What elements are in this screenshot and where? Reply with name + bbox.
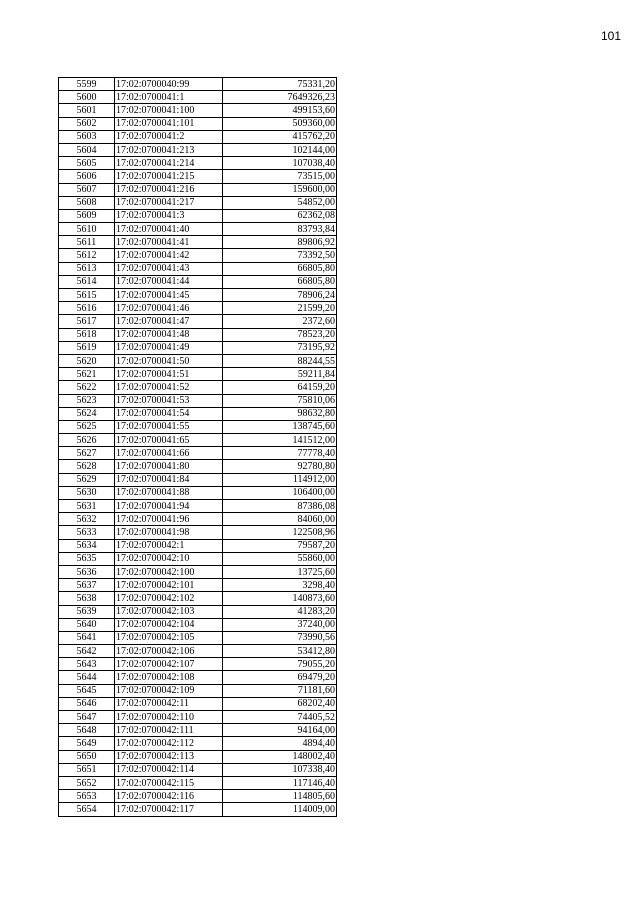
- value-cell: 41283,20: [223, 605, 337, 618]
- table-row: [59, 130, 337, 143]
- row-number-cell: 5609: [59, 209, 115, 222]
- cadastral-number-cell: 17:02:0700041:217: [115, 196, 223, 209]
- value-cell: 509360,00: [223, 117, 337, 130]
- row-number-cell: 5606: [59, 170, 115, 183]
- table-row: [59, 354, 337, 367]
- row-number-cell: 5615: [59, 289, 115, 302]
- cadastral-number-cell: 17:02:0700041:96: [115, 513, 223, 526]
- row-number-cell: 5647: [59, 711, 115, 724]
- value-cell: 78906,24: [223, 289, 337, 302]
- cadastral-number-cell: 17:02:0700042:106: [115, 645, 223, 658]
- value-cell: 117146,40: [223, 776, 337, 789]
- value-cell: 68202,40: [223, 697, 337, 710]
- cadastral-number-cell: 17:02:0700041:214: [115, 157, 223, 170]
- value-cell: 83793,84: [223, 223, 337, 236]
- cadastral-number-cell: 17:02:0700041:52: [115, 381, 223, 394]
- cadastral-number-cell: 17:02:0700042:117: [115, 803, 223, 816]
- row-number-cell: 5649: [59, 737, 115, 750]
- value-cell: 64159,20: [223, 381, 337, 394]
- table-row: [59, 275, 337, 288]
- row-number-cell: 5611: [59, 236, 115, 249]
- table-row: [59, 420, 337, 433]
- table-row: [59, 711, 337, 724]
- table-row: [59, 209, 337, 222]
- table-row: [59, 790, 337, 803]
- cadastral-number-cell: 17:02:0700042:10: [115, 552, 223, 565]
- table-row: [59, 763, 337, 776]
- table-row: [59, 289, 337, 302]
- row-number-cell: 5605: [59, 157, 115, 170]
- table-row: [59, 750, 337, 763]
- row-number-cell: 5629: [59, 473, 115, 486]
- table-row: [59, 539, 337, 552]
- table-row: [59, 473, 337, 486]
- table-row: [59, 605, 337, 618]
- value-cell: 75810,06: [223, 394, 337, 407]
- row-number-cell: 5654: [59, 803, 115, 816]
- row-number-cell: 5618: [59, 328, 115, 341]
- table-row: [59, 526, 337, 539]
- table-row: [59, 737, 337, 750]
- table-row: [59, 315, 337, 328]
- cadastral-number-cell: 17:02:0700041:46: [115, 302, 223, 315]
- value-cell: 114009,00: [223, 803, 337, 816]
- value-cell: 98632,80: [223, 407, 337, 420]
- value-cell: 13725,60: [223, 565, 337, 578]
- value-cell: 114805,60: [223, 790, 337, 803]
- cadastral-number-cell: 17:02:0700041:100: [115, 104, 223, 117]
- row-number-cell: 5650: [59, 750, 115, 763]
- cadastral-number-cell: 17:02:0700042:114: [115, 763, 223, 776]
- value-cell: 107038,40: [223, 157, 337, 170]
- row-number-cell: 5604: [59, 143, 115, 156]
- cadastral-number-cell: 17:02:0700041:1: [115, 91, 223, 104]
- value-cell: 66805,80: [223, 262, 337, 275]
- table-row: [59, 183, 337, 196]
- row-number-cell: 5653: [59, 790, 115, 803]
- value-cell: 69479,20: [223, 671, 337, 684]
- cadastral-number-cell: 17:02:0700041:215: [115, 170, 223, 183]
- value-cell: 37240,00: [223, 618, 337, 631]
- cadastral-number-cell: 17:02:0700042:105: [115, 631, 223, 644]
- table-row: [59, 658, 337, 671]
- cadastral-number-cell: 17:02:0700042:111: [115, 724, 223, 737]
- row-number-cell: 5620: [59, 354, 115, 367]
- row-number-cell: 5600: [59, 91, 115, 104]
- row-number-cell: 5643: [59, 658, 115, 671]
- row-number-cell: 5632: [59, 513, 115, 526]
- table-row: [59, 552, 337, 565]
- value-cell: 159600,00: [223, 183, 337, 196]
- value-cell: 55860,00: [223, 552, 337, 565]
- row-number-cell: 5623: [59, 394, 115, 407]
- cadastral-number-cell: 17:02:0700042:100: [115, 565, 223, 578]
- row-number-cell: 5633: [59, 526, 115, 539]
- cadastral-number-cell: 17:02:0700042:11: [115, 697, 223, 710]
- cadastral-number-cell: 17:02:0700041:65: [115, 434, 223, 447]
- value-cell: 138745,60: [223, 420, 337, 433]
- value-cell: 79055,20: [223, 658, 337, 671]
- cadastral-number-cell: 17:02:0700042:102: [115, 592, 223, 605]
- row-number-cell: 5624: [59, 407, 115, 420]
- row-number-cell: 5630: [59, 486, 115, 499]
- cadastral-number-cell: 17:02:0700041:66: [115, 447, 223, 460]
- value-cell: 148002,40: [223, 750, 337, 763]
- cadastral-number-cell: 17:02:0700041:45: [115, 289, 223, 302]
- row-number-cell: 5636: [59, 565, 115, 578]
- value-cell: 3298,40: [223, 579, 337, 592]
- value-cell: 92780,80: [223, 460, 337, 473]
- table-row: [59, 262, 337, 275]
- value-cell: 4894,40: [223, 737, 337, 750]
- cadastral-number-cell: 17:02:0700041:213: [115, 143, 223, 156]
- cadastral-number-cell: 17:02:0700041:216: [115, 183, 223, 196]
- row-number-cell: 5651: [59, 763, 115, 776]
- table-row: [59, 803, 337, 816]
- cadastral-number-cell: 17:02:0700042:112: [115, 737, 223, 750]
- value-cell: 59211,84: [223, 368, 337, 381]
- table-row: [59, 500, 337, 513]
- row-number-cell: 5616: [59, 302, 115, 315]
- row-number-cell: 5599: [59, 78, 115, 91]
- table-row: [59, 776, 337, 789]
- table-row: [59, 302, 337, 315]
- table-row: [59, 78, 337, 91]
- value-cell: 53412,80: [223, 645, 337, 658]
- table-row: [59, 341, 337, 354]
- table-row: [59, 236, 337, 249]
- row-number-cell: 5613: [59, 262, 115, 275]
- cadastral-number-cell: 17:02:0700042:110: [115, 711, 223, 724]
- value-cell: 7649326,23: [223, 91, 337, 104]
- row-number-cell: 5628: [59, 460, 115, 473]
- value-cell: 73515,00: [223, 170, 337, 183]
- cadastral-number-cell: 17:02:0700041:98: [115, 526, 223, 539]
- cadastral-number-cell: 17:02:0700041:53: [115, 394, 223, 407]
- row-number-cell: 5610: [59, 223, 115, 236]
- table-row: [59, 565, 337, 578]
- cadastral-number-cell: 17:02:0700041:94: [115, 500, 223, 513]
- table-row: [59, 157, 337, 170]
- value-cell: 2372,60: [223, 315, 337, 328]
- table-row: [59, 249, 337, 262]
- row-number-cell: 5602: [59, 117, 115, 130]
- row-number-cell: 5648: [59, 724, 115, 737]
- row-number-cell: 5608: [59, 196, 115, 209]
- value-cell: 122508,96: [223, 526, 337, 539]
- table-row: [59, 407, 337, 420]
- value-cell: 106400,00: [223, 486, 337, 499]
- page-number: 101: [600, 29, 621, 43]
- table-row: [59, 143, 337, 156]
- table-row: [59, 486, 337, 499]
- table-row: [59, 460, 337, 473]
- value-cell: 89806,92: [223, 236, 337, 249]
- value-cell: 84060,00: [223, 513, 337, 526]
- table-row: [59, 104, 337, 117]
- row-number-cell: 5652: [59, 776, 115, 789]
- cadastral-number-cell: 17:02:0700041:47: [115, 315, 223, 328]
- table-row: [59, 196, 337, 209]
- row-number-cell: 5638: [59, 592, 115, 605]
- cadastral-number-cell: 17:02:0700041:88: [115, 486, 223, 499]
- table-row: [59, 117, 337, 130]
- row-number-cell: 5622: [59, 381, 115, 394]
- value-cell: 499153,60: [223, 104, 337, 117]
- cadastral-number-cell: 17:02:0700041:41: [115, 236, 223, 249]
- cadastral-number-cell: 17:02:0700041:48: [115, 328, 223, 341]
- row-number-cell: 5642: [59, 645, 115, 658]
- cadastral-number-cell: 17:02:0700041:42: [115, 249, 223, 262]
- value-cell: 74405,52: [223, 711, 337, 724]
- cadastral-number-cell: 17:02:0700042:1: [115, 539, 223, 552]
- table-row: [59, 223, 337, 236]
- row-number-cell: 5646: [59, 697, 115, 710]
- table-row: [59, 697, 337, 710]
- row-number-cell: 5627: [59, 447, 115, 460]
- row-number-cell: 5603: [59, 130, 115, 143]
- row-number-cell: 5617: [59, 315, 115, 328]
- cadastral-number-cell: 17:02:0700041:80: [115, 460, 223, 473]
- cadastral-number-cell: 17:02:0700042:109: [115, 684, 223, 697]
- cadastral-number-cell: 17:02:0700042:116: [115, 790, 223, 803]
- value-cell: 141512,00: [223, 434, 337, 447]
- cadastral-number-cell: 17:02:0700042:103: [115, 605, 223, 618]
- cadastral-number-cell: 17:02:0700041:3: [115, 209, 223, 222]
- table-row: [59, 447, 337, 460]
- value-cell: 102144,00: [223, 143, 337, 156]
- cadastral-number-cell: 17:02:0700042:115: [115, 776, 223, 789]
- value-cell: 66805,80: [223, 275, 337, 288]
- table-row: [59, 91, 337, 104]
- value-cell: 79587,20: [223, 539, 337, 552]
- row-number-cell: 5645: [59, 684, 115, 697]
- value-cell: 73195,92: [223, 341, 337, 354]
- cadastral-number-cell: 17:02:0700041:2: [115, 130, 223, 143]
- table-row: [59, 170, 337, 183]
- value-cell: 73392,50: [223, 249, 337, 262]
- table-row: [59, 631, 337, 644]
- row-number-cell: 5607: [59, 183, 115, 196]
- value-cell: 71181,60: [223, 684, 337, 697]
- table-row: [59, 645, 337, 658]
- cadastral-number-cell: 17:02:0700042:104: [115, 618, 223, 631]
- row-number-cell: 5634: [59, 539, 115, 552]
- value-cell: 87386,08: [223, 500, 337, 513]
- row-number-cell: 5614: [59, 275, 115, 288]
- row-number-cell: 5635: [59, 552, 115, 565]
- table-row: [59, 592, 337, 605]
- value-cell: 94164,00: [223, 724, 337, 737]
- row-number-cell: 5641: [59, 631, 115, 644]
- cadastral-number-cell: 17:02:0700042:108: [115, 671, 223, 684]
- cadastral-number-cell: 17:02:0700041:51: [115, 368, 223, 381]
- table-body: [59, 78, 337, 817]
- cadastral-number-cell: 17:02:0700042:101: [115, 579, 223, 592]
- value-cell: 88244,55: [223, 354, 337, 367]
- row-number-cell: 5619: [59, 341, 115, 354]
- row-number-cell: 5644: [59, 671, 115, 684]
- table-row: [59, 381, 337, 394]
- value-cell: 140873,60: [223, 592, 337, 605]
- row-number-cell: 5625: [59, 420, 115, 433]
- row-number-cell: 5639: [59, 605, 115, 618]
- cadastral-number-cell: 17:02:0700040:99: [115, 78, 223, 91]
- row-number-cell: 5621: [59, 368, 115, 381]
- value-cell: 114912,00: [223, 473, 337, 486]
- value-cell: 107338,40: [223, 763, 337, 776]
- table-row: [59, 724, 337, 737]
- value-cell: 77778,40: [223, 447, 337, 460]
- row-number-cell: 5637: [59, 579, 115, 592]
- cadastral-number-cell: 17:02:0700041:43: [115, 262, 223, 275]
- table-row: [59, 671, 337, 684]
- value-cell: 62362,08: [223, 209, 337, 222]
- row-number-cell: 5601: [59, 104, 115, 117]
- value-cell: 73990,56: [223, 631, 337, 644]
- cadastral-number-cell: 17:02:0700041:55: [115, 420, 223, 433]
- row-number-cell: 5612: [59, 249, 115, 262]
- table-row: [59, 434, 337, 447]
- row-number-cell: 5640: [59, 618, 115, 631]
- cadastral-number-cell: 17:02:0700041:49: [115, 341, 223, 354]
- value-cell: 75331,20: [223, 78, 337, 91]
- table-row: [59, 684, 337, 697]
- value-cell: 54852,00: [223, 196, 337, 209]
- value-cell: 21599,20: [223, 302, 337, 315]
- table-row: [59, 513, 337, 526]
- table-row: [59, 394, 337, 407]
- value-cell: 415762,20: [223, 130, 337, 143]
- row-number-cell: 5631: [59, 500, 115, 513]
- cadastral-number-cell: 17:02:0700041:54: [115, 407, 223, 420]
- cadastral-number-cell: 17:02:0700042:107: [115, 658, 223, 671]
- value-cell: 78523,20: [223, 328, 337, 341]
- cadastral-number-cell: 17:02:0700041:40: [115, 223, 223, 236]
- cadastral-number-cell: 17:02:0700041:84: [115, 473, 223, 486]
- table-row: [59, 328, 337, 341]
- table-row: [59, 579, 337, 592]
- row-number-cell: 5626: [59, 434, 115, 447]
- cadastral-number-cell: 17:02:0700042:113: [115, 750, 223, 763]
- cadastral-number-cell: 17:02:0700041:50: [115, 354, 223, 367]
- cadastral-number-cell: 17:02:0700041:101: [115, 117, 223, 130]
- table-row: [59, 618, 337, 631]
- cadastral-number-cell: 17:02:0700041:44: [115, 275, 223, 288]
- table-row: [59, 368, 337, 381]
- data-table: [58, 77, 337, 817]
